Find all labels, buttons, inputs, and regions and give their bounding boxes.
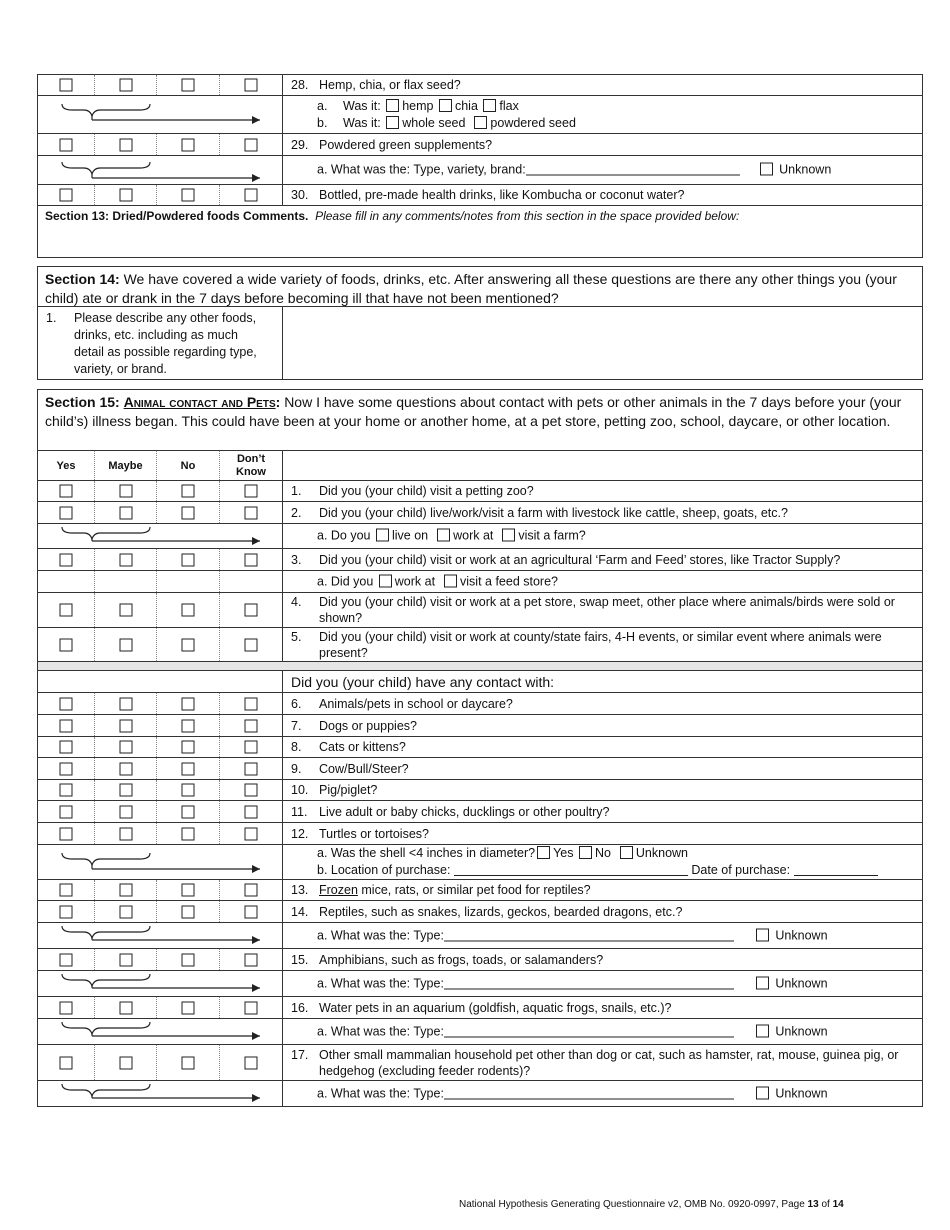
- s15-q10-maybe-checkbox[interactable]: [119, 784, 132, 797]
- section15-title-sc: Animal contact and Pets: [123, 394, 276, 410]
- s15-q15-no-checkbox[interactable]: [182, 953, 195, 966]
- skip-arrow-icon: [60, 160, 260, 186]
- s15-q16-a-text: a. What was the: Type:: [317, 1024, 444, 1038]
- s15-q16-unknown-label: Unknown: [775, 1024, 828, 1038]
- s15-q4-no-checkbox[interactable]: [182, 604, 195, 617]
- s15-q4-maybe-checkbox[interactable]: [119, 604, 132, 617]
- s15-q3-maybe-checkbox[interactable]: [119, 553, 132, 566]
- section14-q1-number: 1.: [46, 311, 57, 325]
- s15-q16-number: 16.: [291, 1000, 309, 1015]
- s15-q3-row: [37, 549, 923, 571]
- s15-q4-yes-checkbox[interactable]: [60, 604, 73, 617]
- q28-yes-checkbox[interactable]: [60, 79, 73, 92]
- q29-yes-checkbox[interactable]: [60, 138, 73, 151]
- s15-q4-text: Did you (your child) visit or work at a pet store, swap meet, other place where animals/birds were sold or shown?: [319, 595, 895, 625]
- section14-intro: We have covered a wide variety of foods, drinks, etc. After answering all these questions are there any other things you (your child) ate or drank in the 7 days before becoming ill that have not been mentioned?: [45, 271, 897, 306]
- s15-q7-text: Dogs or puppies?: [319, 718, 417, 733]
- s15-q12-opt-unknown: Unknown: [635, 846, 689, 860]
- s15-q13-yes-checkbox[interactable]: [60, 884, 73, 897]
- s15-q15-unknown-label: Unknown: [775, 976, 828, 990]
- s15-q11-number: 11.: [291, 804, 308, 819]
- s15-q4-dontknow-checkbox[interactable]: [245, 604, 258, 617]
- s15-q15-a-text: a. What was the: Type:: [317, 976, 444, 990]
- s15-q17-unknown-label: Unknown: [775, 1086, 828, 1100]
- s15-q16-row: [37, 997, 923, 1019]
- section15-header: Section 15: Animal contact and Pets: Now I have some questions about contact with pets or other animals in the 7 days before your (your child’s) illness began. This could have been at your home or another home, at a pet store, petting zoo, school, daycare, or other location.: [37, 389, 923, 450]
- section14-header: Section 14: We have covered a wide variety of foods, drinks, etc. After answering all these questions are there any other things you (your child) ate or drank in the 7 days before becoming ill that have not been mentioned?: [45, 271, 897, 306]
- s15-q8-row: [37, 737, 923, 758]
- s15-q17-unknown-checkbox[interactable]: [756, 1086, 769, 1099]
- s15-q16-maybe-checkbox[interactable]: [119, 1001, 132, 1014]
- s15-q5-no-checkbox[interactable]: [182, 638, 195, 651]
- s15-q1-number: 1.: [291, 484, 302, 498]
- skip-arrow-icon: [60, 1020, 260, 1044]
- s15-q13-text: mice, rats, or similar pet food for reptiles?: [361, 883, 591, 897]
- s15-q14-dontknow-checkbox[interactable]: [245, 905, 258, 918]
- section13-comments-title: Section 13: Dried/Powdered foods Comments.: [45, 209, 309, 223]
- section14-q1-text: Please describe any other foods, drinks, etc. including as much detail as possible regarding type, variety, or brand.: [74, 311, 257, 376]
- skip-arrow-icon: [60, 525, 260, 549]
- s15-q9-dontknow-checkbox[interactable]: [245, 762, 258, 775]
- s15-q10-yes-checkbox[interactable]: [60, 784, 73, 797]
- q28-opt-flax: flax: [499, 98, 519, 113]
- s15-q9-row: [37, 758, 923, 780]
- s15-q15-followup-row: [37, 971, 923, 997]
- s15-q5-maybe-checkbox[interactable]: [119, 638, 132, 651]
- s15-q8-number: 8.: [291, 740, 302, 754]
- s15-q15-text: Amphibians, such as frogs, toads, or salamanders?: [319, 952, 604, 967]
- s15-q17-yes-checkbox[interactable]: [60, 1056, 73, 1069]
- s15-q14-type-field[interactable]: [444, 940, 734, 941]
- s15-q2-live-on-checkbox[interactable]: [376, 529, 389, 542]
- s15-q3-opt-work-at: work at: [394, 574, 436, 588]
- s15-q8-no-checkbox[interactable]: [182, 741, 195, 754]
- s15-q16-yes-checkbox[interactable]: [60, 1001, 73, 1014]
- s15-q8-dontknow-checkbox[interactable]: [245, 741, 258, 754]
- col-maybe: Maybe: [108, 459, 143, 472]
- s15-q12-b-text: b. Location of purchase:: [317, 863, 451, 877]
- s15-q1-text: Did you (your child) visit a petting zoo?: [319, 484, 534, 498]
- s15-q2-dontknow-checkbox[interactable]: [245, 506, 258, 519]
- s15-q11-yes-checkbox[interactable]: [60, 805, 73, 818]
- contact-header-row: [37, 671, 923, 693]
- s15-q14-text: Reptiles, such as snakes, lizards, geckos, bearded dragons, etc.?: [319, 904, 683, 919]
- s15-q13-maybe-checkbox[interactable]: [119, 884, 132, 897]
- s15-q14-unknown-checkbox[interactable]: [756, 928, 769, 941]
- s15-q12-shell-unknown-checkbox[interactable]: [620, 846, 633, 859]
- col-yes: Yes: [56, 459, 76, 472]
- col-dont-know: Don’t Know: [236, 452, 266, 478]
- q28-opt-chia: chia: [454, 98, 478, 113]
- footer-total: 14: [832, 1199, 844, 1210]
- s15-q6-number: 6.: [291, 696, 302, 711]
- s15-q15-unknown-checkbox[interactable]: [756, 976, 769, 989]
- s15-q6-yes-checkbox[interactable]: [60, 697, 73, 710]
- s15-q17-number: 17.: [291, 1047, 309, 1062]
- s15-q5-yes-checkbox[interactable]: [60, 638, 73, 651]
- s15-q6-text: Animals/pets in school or daycare?: [319, 696, 513, 711]
- s15-q11-no-checkbox[interactable]: [182, 805, 195, 818]
- q30-text: Bottled, pre-made health drinks, like Kombucha or coconut water?: [319, 188, 685, 202]
- s15-q10-no-checkbox[interactable]: [182, 784, 195, 797]
- section14-answer-field[interactable]: [282, 306, 283, 379]
- s15-q13-frozen: Frozen: [319, 883, 358, 897]
- s15-q16-text: Water pets in an aquarium (goldfish, aquatic frogs, snails, etc.)?: [319, 1000, 672, 1015]
- q29-a-text: a. What was the: Type, variety, brand:: [317, 162, 526, 177]
- s15-q2-maybe-checkbox[interactable]: [119, 506, 132, 519]
- skip-arrow-icon: [60, 924, 260, 948]
- s15-q1-dontknow-checkbox[interactable]: [245, 485, 258, 498]
- q28-dontknow-checkbox[interactable]: [245, 79, 258, 92]
- q28-followup-row: [37, 96, 923, 134]
- s15-q8-maybe-checkbox[interactable]: [119, 741, 132, 754]
- q28-b-label: b.: [317, 115, 328, 130]
- s15-q8-text: Cats or kittens?: [319, 740, 406, 754]
- s15-q6-row: [37, 693, 923, 715]
- s15-q12-no-checkbox[interactable]: [182, 827, 195, 840]
- s15-q7-row: [37, 715, 923, 737]
- s15-q10-text: Pig/piglet?: [319, 783, 378, 797]
- s15-q10-row: [37, 780, 923, 801]
- s15-q13-dontknow-checkbox[interactable]: [245, 884, 258, 897]
- q29-brand-field[interactable]: [526, 175, 740, 176]
- s15-q9-text: Cow/Bull/Steer?: [319, 761, 409, 776]
- s15-q15-dontknow-checkbox[interactable]: [245, 953, 258, 966]
- column-header-row: [37, 450, 923, 481]
- s15-q3-work-at-checkbox[interactable]: [379, 574, 392, 587]
- skip-arrow-icon: [60, 1082, 260, 1106]
- s15-q8-yes-checkbox[interactable]: [60, 741, 73, 754]
- s15-q3-visit-checkbox[interactable]: [444, 574, 457, 587]
- q29-no-checkbox[interactable]: [182, 138, 195, 151]
- s15-q13-row: [37, 880, 923, 901]
- q30-row: [37, 185, 923, 206]
- page-footer: National Hypothesis Generating Questionnaire v2, OMB No. 0920-0997, Page 13 of 14: [459, 1199, 844, 1210]
- s15-q14-no-checkbox[interactable]: [182, 905, 195, 918]
- s15-q9-number: 9.: [291, 761, 302, 776]
- s15-q15-type-field[interactable]: [444, 988, 734, 989]
- q28-row: [37, 74, 923, 96]
- q29-followup-row: [37, 156, 923, 185]
- s15-q7-dontknow-checkbox[interactable]: [245, 719, 258, 732]
- s15-q4-row: [37, 593, 923, 628]
- s15-q2-text: Did you (your child) live/work/visit a farm with livestock like cattle, sheep, goats, etc.?: [319, 505, 788, 520]
- s15-q2-yes-checkbox[interactable]: [60, 506, 73, 519]
- s15-q11-text: Live adult or baby chicks, ducklings or other poultry?: [319, 804, 610, 819]
- q28-no-checkbox[interactable]: [182, 79, 195, 92]
- s15-q2-visit-checkbox[interactable]: [502, 529, 515, 542]
- q28-powdered-seed-checkbox[interactable]: [474, 116, 487, 129]
- q28-b-text: Was it:: [343, 115, 381, 130]
- s15-q6-dontknow-checkbox[interactable]: [245, 697, 258, 710]
- section15-title: Section 15:: [45, 394, 120, 410]
- s15-q9-maybe-checkbox[interactable]: [119, 762, 132, 775]
- s15-q12-row: [37, 823, 923, 845]
- q28-text: Hemp, chia, or flax seed?: [319, 78, 461, 92]
- q28-number: 28.: [291, 78, 309, 92]
- q30-number: 30.: [291, 188, 309, 202]
- s15-q9-yes-checkbox[interactable]: [60, 762, 73, 775]
- section14-box: [37, 266, 923, 380]
- s15-q6-maybe-checkbox[interactable]: [119, 697, 132, 710]
- q29-unknown-checkbox[interactable]: [760, 163, 773, 176]
- s15-q1-yes-checkbox[interactable]: [60, 485, 73, 498]
- q29-dontknow-checkbox[interactable]: [245, 138, 258, 151]
- s15-q3-dontknow-checkbox[interactable]: [245, 553, 258, 566]
- s15-q17-type-field[interactable]: [444, 1098, 734, 1099]
- s15-q3-yes-checkbox[interactable]: [60, 553, 73, 566]
- s15-q14-followup-row: [37, 923, 923, 949]
- s15-q3-followup-row: [37, 571, 923, 593]
- s15-q7-maybe-checkbox[interactable]: [119, 719, 132, 732]
- col-no: No: [180, 459, 196, 472]
- s15-q7-no-checkbox[interactable]: [182, 719, 195, 732]
- s15-q12-text: Turtles or tortoises?: [319, 826, 429, 841]
- s15-q17-a-text: a. What was the: Type:: [317, 1086, 444, 1100]
- s15-q17-followup-row: [37, 1081, 923, 1107]
- s15-q1-row: [37, 481, 923, 502]
- s15-q5-row: [37, 628, 923, 662]
- s15-q1-maybe-checkbox[interactable]: [119, 485, 132, 498]
- s15-q17-row: [37, 1045, 923, 1081]
- s15-q11-maybe-checkbox[interactable]: [119, 805, 132, 818]
- q30-no-checkbox[interactable]: [182, 189, 195, 202]
- q30-dontknow-checkbox[interactable]: [245, 189, 258, 202]
- s15-q15-row: [37, 949, 923, 971]
- s15-q12-date-field[interactable]: [794, 875, 878, 876]
- s15-q11-row: [37, 801, 923, 823]
- s15-q14-unknown-label: Unknown: [775, 928, 828, 942]
- s15-q12-shell-yes-checkbox[interactable]: [537, 846, 550, 859]
- s15-q2-row: [37, 502, 923, 524]
- q28-chia-checkbox[interactable]: [439, 99, 452, 112]
- s15-q7-yes-checkbox[interactable]: [60, 719, 73, 732]
- s15-q2-a-text: a. Do you: [317, 528, 371, 543]
- s15-q10-dontknow-checkbox[interactable]: [245, 784, 258, 797]
- s15-q6-no-checkbox[interactable]: [182, 697, 195, 710]
- q29-row: [37, 134, 923, 156]
- s15-q2-followup-row: [37, 524, 923, 549]
- s15-q14-row: [37, 901, 923, 923]
- s15-q12-maybe-checkbox[interactable]: [119, 827, 132, 840]
- s15-q2-work-at-checkbox[interactable]: [437, 529, 450, 542]
- s15-q3-no-checkbox[interactable]: [182, 553, 195, 566]
- skip-arrow-icon: [60, 100, 260, 128]
- q29-text: Powdered green supplements?: [319, 137, 493, 152]
- s15-q14-number: 14.: [291, 904, 309, 919]
- s15-q17-no-checkbox[interactable]: [182, 1056, 195, 1069]
- s15-q1-no-checkbox[interactable]: [182, 485, 195, 498]
- q28-flax-checkbox[interactable]: [483, 99, 496, 112]
- s15-q12-opt-yes: Yes: [553, 846, 574, 860]
- contact-header: Did you (your child) have any contact with:: [291, 673, 555, 690]
- s15-q15-maybe-checkbox[interactable]: [119, 953, 132, 966]
- q28-a-text: Was it:: [343, 98, 381, 113]
- s15-q12-shell-no-checkbox[interactable]: [579, 846, 592, 859]
- s15-q5-text: Did you (your child) visit or work at county/state fairs, 4-H events, or similar event where animals were present?: [319, 629, 882, 660]
- s15-q16-type-field[interactable]: [444, 1036, 734, 1037]
- section13-comments[interactable]: [37, 206, 923, 258]
- s15-q12-date-label: Date of purchase:: [691, 863, 791, 877]
- s15-q9-no-checkbox[interactable]: [182, 762, 195, 775]
- q28-opt-whole-seed: whole seed: [402, 115, 466, 130]
- s15-q12-number: 12.: [291, 826, 309, 841]
- s15-q5-dontknow-checkbox[interactable]: [245, 638, 258, 651]
- section13-comments-instruction: Please fill in any comments/notes from this section in the space provided below:: [315, 209, 740, 223]
- q30-maybe-checkbox[interactable]: [119, 189, 132, 202]
- s15-q14-maybe-checkbox[interactable]: [119, 905, 132, 918]
- s15-q17-dontknow-checkbox[interactable]: [245, 1056, 258, 1069]
- s15-q14-yes-checkbox[interactable]: [60, 905, 73, 918]
- s15-q3-opt-visit: visit a feed store?: [460, 574, 558, 588]
- s15-q10-number: 10.: [291, 783, 309, 797]
- s15-q15-number: 15.: [291, 952, 309, 967]
- s15-q2-opt-work-at: work at: [453, 528, 494, 543]
- s15-q7-number: 7.: [291, 718, 302, 733]
- s15-q14-a-text: a. What was the: Type:: [317, 928, 444, 942]
- s15-q16-dontknow-checkbox[interactable]: [245, 1001, 258, 1014]
- s15-q13-no-checkbox[interactable]: [182, 884, 195, 897]
- s15-q2-number: 2.: [291, 505, 302, 520]
- s15-q15-yes-checkbox[interactable]: [60, 953, 73, 966]
- s15-q4-number: 4.: [291, 595, 302, 609]
- s15-q3-number: 3.: [291, 552, 302, 567]
- s15-q11-dontknow-checkbox[interactable]: [245, 805, 258, 818]
- divider-bar: [37, 662, 923, 671]
- s15-q3-text: Did you (your child) visit or work at an agricultural ‘Farm and Feed’ stores, like Tractor Supply?: [319, 552, 841, 567]
- s15-q12-dontknow-checkbox[interactable]: [245, 827, 258, 840]
- s15-q2-opt-live-on: live on: [392, 528, 429, 543]
- q28-hemp-checkbox[interactable]: [386, 99, 399, 112]
- s15-q12-location-field[interactable]: [454, 875, 688, 876]
- q28-opt-hemp: hemp: [402, 98, 434, 113]
- s15-q12-a-text: a. Was the shell <4 inches in diameter?: [317, 846, 536, 860]
- s15-q12-opt-no: No: [594, 846, 611, 860]
- q30-yes-checkbox[interactable]: [60, 189, 73, 202]
- section15-intro: Now I have some questions about contact with pets or other animals in the 7 days before your (your child’s) illness began. This could have been at your home or another home, at a pet store, petting zoo, school, daycare, or other location.: [45, 394, 902, 429]
- s15-q12-followup-row: [37, 845, 923, 880]
- s15-q2-opt-visit: visit a farm?: [518, 528, 586, 543]
- q28-opt-powdered-seed: powdered seed: [490, 115, 576, 130]
- s15-q2-no-checkbox[interactable]: [182, 506, 195, 519]
- s15-q16-followup-row: [37, 1019, 923, 1045]
- s15-q16-no-checkbox[interactable]: [182, 1001, 195, 1014]
- q29-maybe-checkbox[interactable]: [119, 138, 132, 151]
- q28-a-label: a.: [317, 98, 328, 113]
- q28-whole-seed-checkbox[interactable]: [386, 116, 399, 129]
- q29-unknown-label: Unknown: [779, 162, 832, 177]
- s15-q5-number: 5.: [291, 629, 302, 644]
- q28-maybe-checkbox[interactable]: [119, 79, 132, 92]
- s15-q12-yes-checkbox[interactable]: [60, 827, 73, 840]
- footer-page: 13: [807, 1199, 819, 1210]
- s15-q17-text: Other small mammalian household pet other than dog or cat, such as hamster, rat, mouse, guinea pig, or hedgehog (excluding feeder rodents)?: [319, 1047, 899, 1078]
- s15-q17-maybe-checkbox[interactable]: [119, 1056, 132, 1069]
- footer-text: National Hypothesis Generating Questionnaire v2, OMB No. 0920-0997, Page: [459, 1199, 805, 1210]
- skip-arrow-icon: [60, 972, 260, 996]
- s15-q16-unknown-checkbox[interactable]: [756, 1024, 769, 1037]
- s15-q3-a-text: a. Did you: [317, 574, 374, 588]
- skip-arrow-icon: [60, 849, 260, 879]
- q29-number: 29.: [291, 137, 309, 152]
- s15-q13-number: 13.: [291, 883, 309, 897]
